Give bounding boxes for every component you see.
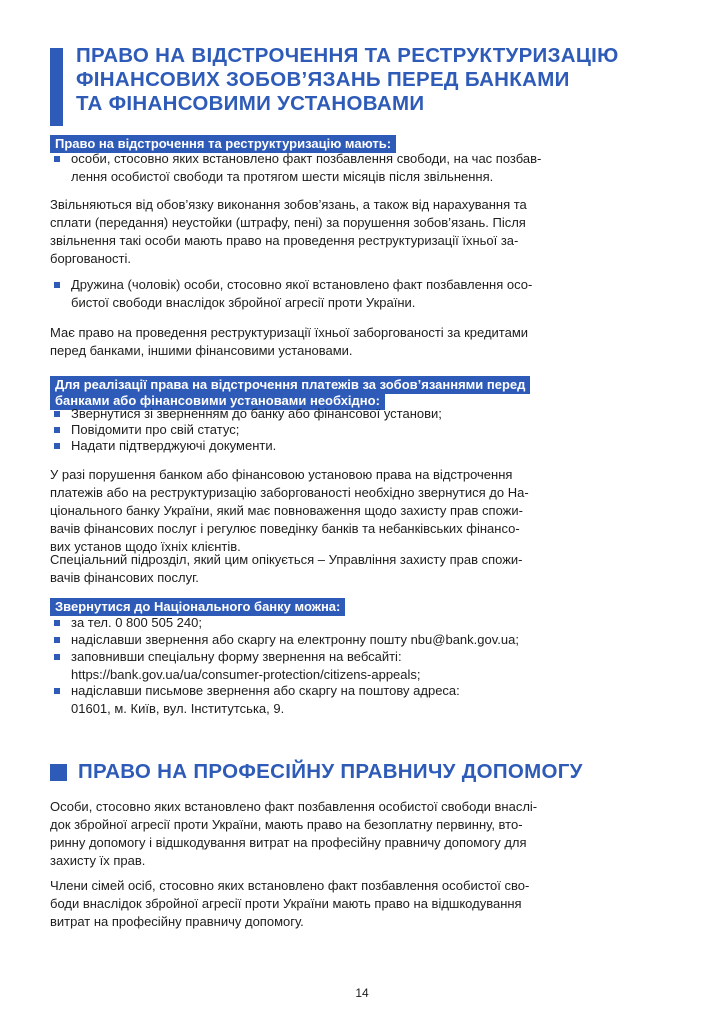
bullet-square-icon — [54, 282, 60, 288]
bullet-square-icon — [54, 688, 60, 694]
list-item-text: Надати підтверджуючі документи. — [71, 438, 277, 453]
email-contact-text: надіславши звернення або скаргу на електронну пошту nbu@bank.gov.ua; — [71, 632, 519, 647]
paragraph: У разі порушення банком або фінансовою установою права на відстрочення платежів або на реструктуризацію заборгованості необхідно звернутися до На- ціонального банку України, який має повноваження щодо захисту прав спожи- вачів фінансових послуг і регулює поведінку банків та небанківських фінансо- вих установ щодо їхніх клієнтів. — [50, 467, 529, 554]
paragraph: Має право на проведення реструктуризації їхньої заборгованості за кредитами перед банками, іншими фінансовими установами. — [50, 325, 529, 358]
bullet-square-icon — [54, 156, 60, 162]
list-item-text: Звернутися зі зверненням до банку або фінансової установи; — [71, 406, 442, 421]
title-accent-bar — [50, 48, 63, 126]
bullet-square-icon — [54, 427, 60, 433]
bullet-square-icon — [54, 637, 60, 643]
paragraph: Звільняються від обов’язку виконання зобов’язань, а також від нарахування та сплати (передання) неустойки (штрафу, пені) за порушення зобов’язань. Після звільнення такі особи мають право на проведення реструктуризації їхньої за- боргованості. — [50, 197, 527, 266]
website-contact-text: заповнивши спеціальну форму звернення на вебсайті: https://bank.gov.ua/ua/consumer-protection/citizens-appeals; — [71, 649, 421, 682]
list-item-text: Повідомити про свій статус; — [71, 422, 240, 437]
list-item-text: Дружина (чоловік) особи, стосовно якої встановлено факт позбавлення осо- бистої свободи внаслідок збройної агресії проти України. — [71, 277, 533, 310]
bullet-square-icon — [54, 443, 60, 449]
rights-label: Право на відстрочення та реструктуризацію мають: — [50, 135, 396, 153]
section-heading-text: ПРАВО НА ПРОФЕСІЙНУ ПРАВНИЧУ ДОПОМОГУ — [78, 760, 583, 783]
page-title: ПРАВО НА ВІДСТРОЧЕННЯ ТА РЕСТРУКТУРИЗАЦІЮ ФІНАНСОВИХ ЗОБОВ’ЯЗАНЬ ПЕРЕД БАНКАМИ ТА ФІНАНСОВИМИ УСТАНОВАМИ — [76, 44, 619, 115]
contact-label: Звернутися до Національного банку можна: — [50, 598, 345, 616]
bullet-square-icon — [54, 654, 60, 660]
paragraph: Спеціальний підрозділ, який цим опікується – Управління захисту прав спожи- вачів фінансових послуг. — [50, 552, 523, 585]
page-number: 14 — [355, 986, 369, 1000]
section-heading — [50, 760, 690, 786]
heading-square-icon — [50, 764, 67, 781]
requirements-label-line-1: Для реалізації права на відстрочення платежів за зобов’язаннями перед — [50, 376, 530, 394]
paragraph: Члени сімей осіб, стосовно яких встановлено факт позбавлення особистої сво- боди внаслідок збройної агресії проти України мають право на відшкодування витрат на професійну правничу допомогу. — [50, 878, 530, 929]
postal-address-text: надіславши письмове звернення або скаргу на поштову адреса: 01601, м. Київ, вул. Інститутська, 9. — [71, 683, 460, 716]
list-item-text: особи, стосовно яких встановлено факт позбавлення свободи, на час позбав- лення особистої свободи та протягом шести місяців після звільнення. — [71, 151, 542, 184]
phone-number-text: за тел. 0 800 505 240; — [71, 615, 202, 630]
paragraph: Особи, стосовно яких встановлено факт позбавлення особистої свободи внаслі- док збройної агресії проти України, мають право на безоплатну первинну, вто- ринну допомогу і відшкодування витрат на професійну правничу допомогу для захисту їх прав. — [50, 799, 538, 868]
bullet-square-icon — [54, 411, 60, 417]
requirements-label-line-2: банками або фінансовими установами необхідно: — [50, 392, 385, 410]
bullet-square-icon — [54, 620, 60, 626]
